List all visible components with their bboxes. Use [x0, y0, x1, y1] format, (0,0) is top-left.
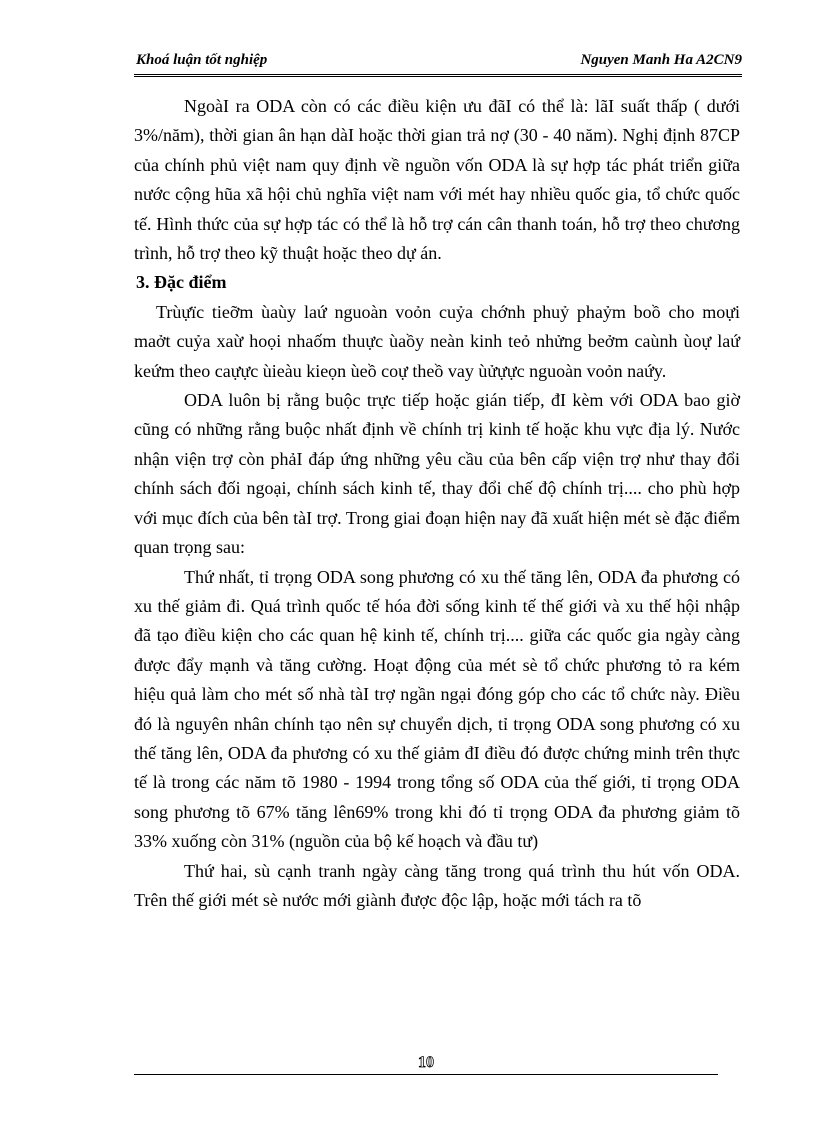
section-heading: 3. Đặc điểm [136, 272, 227, 293]
page-header [134, 50, 742, 77]
paragraph-first-feature: Thứ nhất, tỉ trọng ODA song phương có xu thế tăng lên, ODA đa phương có xu thế giảm đi. Quá trình quốc tế hóa đời sống kinh tế thế giới và xu thế hội nhập đã tạo điều kiện cho các quan hệ kinh tế, chính trị.... giữa các quốc gia ngày càng được đẩy mạnh và tăng cường. Hoạt động của mét sè tổ chức phương tỏ ra kém hiệu quả làm cho mét số nhà tàI trợ ngần ngại đóng góp cho các tổ chức này. Điều đó là nguyên nhân chính tạo nên sự chuyển dịch, tỉ trọng ODA song phương có xu thế tăng lên, ODA đa phương có xu thế giảm đI điều đó được chứng minh trên thực tế là trong các năm tõ 1980 - 1994 trong tổng số ODA của thế giới, tỉ trọng ODA song phương tõ 67% tăng lên69% trong khi đó tỉ trọng ODA đa phương giảm tõ 33% xuống còn 31% (nguồn của bộ kế hoạch và đầu tư) [134, 566, 740, 852]
paragraph-garbled: Trùựïc tieỡm ùaùy laứ nguoàn voỏn cuỷa chớnh phuỷ phaỷm boồ cho moựi maởt cuỷa xaừ hoọi nhaốm thuực ùaồy neàn kinh teỏ nhửng beởm caùnh ùoự laứ keứm theo caựực ùieàu kieọn ùeồ coự theồ vay ùửựực nguoàn voỏn naứy. [134, 301, 740, 381]
page-footer [134, 1054, 718, 1075]
paragraph-oda-constraints: ODA luôn bị rằng buộc trực tiếp hoặc gián tiếp, đI kèm với ODA bao giờ cũng có những rằng buộc nhất định về chính trị kinh tế hoặc khu vực địa lý. Nước nhận viện trợ còn phảI đáp ứng những yêu cầu của bên cấp viện trợ như thay đổi chính sách đối ngoại, chính sách kinh tế, thay đổi chế độ chính trị.... cho phù hợp với mục đích của bên tàI trợ. Trong giai đoạn hiện nay đã xuất hiện mét sè đặc điểm quan trọng sau: [134, 390, 740, 558]
header-title: Khoá luận tốt nghiệp [136, 52, 268, 68]
page-number: 10 [418, 1054, 434, 1071]
paragraph-oda-conditions: NgoàI ra ODA còn có các điều kiện ưu đãI có thể là: lãI suất thấp ( dưới 3%/năm), thời gian ân hạn dàI hoặc thời gian trả nợ (30 - 40 năm). Nghị định 87CP của chính phủ việt nam quy định về nguồn vốn ODA là sự hợp tác phát triển giữa nước cộng hũa xã hội chủ nghĩa việt nam với mét hay nhiều quốc gia, tổ chức quốc tế. Hình thức của sự hợp tác có thể là hỗ trợ cán cân thanh toán, hỗ trợ theo chương trình, hỗ trợ theo kỹ thuật hoặc theo dự án. [134, 96, 740, 264]
document-body [134, 92, 740, 915]
header-author: Nguyen Manh Ha A2CN9 [580, 52, 742, 68]
paragraph-second-feature: Thứ hai, sù cạnh tranh ngày càng tăng trong quá trình thu hút vốn ODA. Trên thế giới mét sè nước mới giành được độc lập, hoặc mới tách ra tõ [134, 860, 740, 910]
